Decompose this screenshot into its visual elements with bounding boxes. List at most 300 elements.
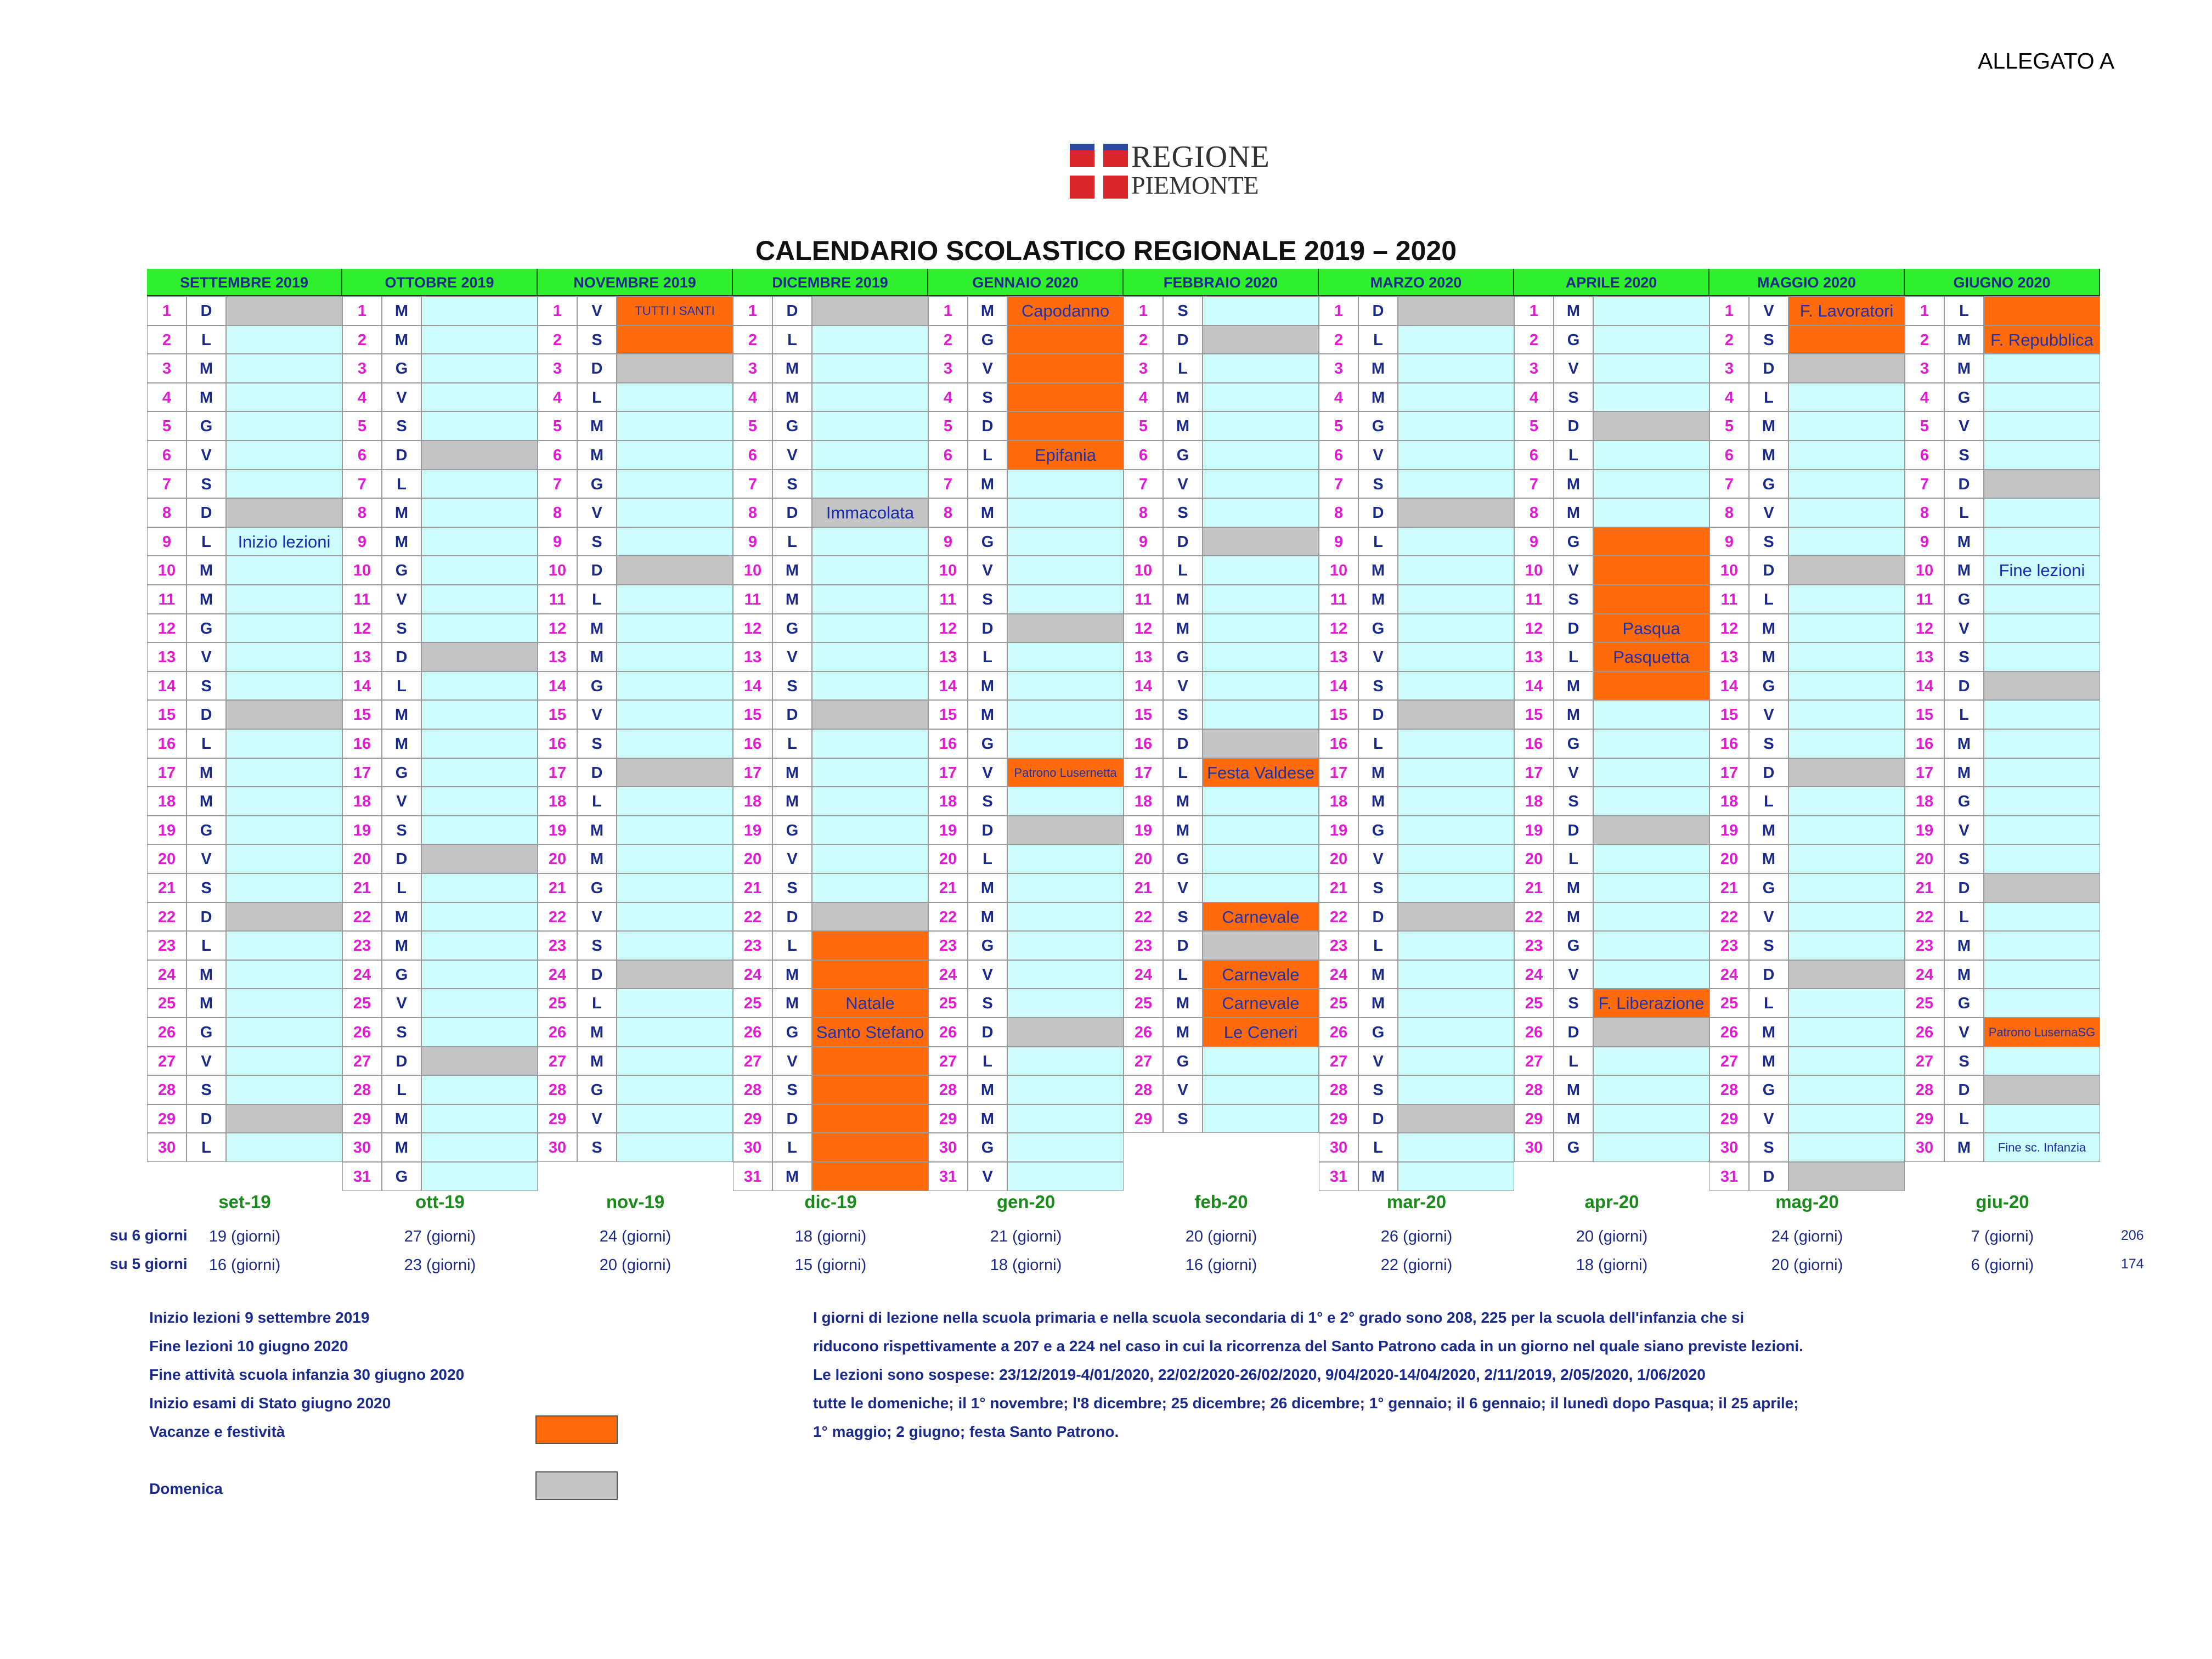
day-row (1905, 470, 2100, 499)
day-number: 3 (1905, 354, 1944, 383)
day-number: 22 (1709, 902, 1749, 932)
info-p3: Le lezioni sono sospese: 23/12/2019-4/01/2020, 22/02/2020-26/02/2020, 9/04/2020-14/04/2020, 2/11/2019, 2/05/2020, 1/06/2020 (813, 1366, 1706, 1383)
day-row (342, 1075, 538, 1104)
day-row (1514, 873, 1709, 902)
weekday-letter: D (772, 498, 812, 527)
day-number: 8 (1709, 498, 1749, 527)
day-number: 18 (733, 787, 772, 816)
day-note (1984, 989, 2100, 1018)
weekday-letter: M (1358, 585, 1398, 614)
weekday-letter: M (1554, 1104, 1593, 1133)
month-short-label: feb-20 (1194, 1192, 1248, 1212)
weekday-letter: V (1163, 1075, 1203, 1104)
day-row (1905, 441, 2100, 470)
day-number: 29 (928, 1104, 968, 1133)
day-note (1984, 383, 2100, 412)
day-note (1788, 354, 1905, 383)
day-number: 27 (1514, 1047, 1554, 1076)
weekday-letter: L (1749, 787, 1788, 816)
day-number: 12 (1514, 614, 1554, 643)
day-note (1007, 960, 1124, 989)
day-note (1593, 1133, 1709, 1162)
day-note (421, 873, 538, 902)
day-note (617, 758, 733, 787)
day-note (617, 931, 733, 960)
day-row (1709, 614, 1905, 643)
weekday-letter: D (772, 902, 812, 932)
day-number: 27 (342, 1047, 382, 1076)
day-row (342, 816, 538, 845)
weekday-letter: V (1554, 960, 1593, 989)
day-note (1984, 844, 2100, 873)
day-note (1788, 556, 1905, 585)
day-note (1788, 1018, 1905, 1047)
day-note (812, 816, 928, 845)
day-row (1514, 325, 1709, 354)
day-number: 12 (1709, 614, 1749, 643)
day-note: F. Repubblica (1984, 325, 2100, 354)
day-number: 25 (928, 989, 968, 1018)
day-row (1514, 672, 1709, 701)
day-number: 1 (733, 296, 772, 325)
day-row (147, 758, 342, 787)
day-note (1984, 1047, 2100, 1076)
day-row (1514, 1104, 1709, 1133)
day-number: 31 (928, 1162, 968, 1191)
day-note (1398, 354, 1514, 383)
day-row (1319, 1162, 1514, 1191)
month-header: GIUGNO 2020 (1905, 269, 2100, 296)
day-number: 6 (1124, 441, 1163, 470)
day-row (342, 844, 538, 873)
day-row (147, 960, 342, 989)
month-column (538, 269, 733, 1199)
day-number: 18 (1319, 787, 1358, 816)
day-row (928, 816, 1124, 845)
weekday-letter: S (1358, 470, 1398, 499)
day-number: 15 (1905, 700, 1944, 729)
weekday-letter: S (772, 470, 812, 499)
day-row (342, 672, 538, 701)
day-note (812, 614, 928, 643)
weekday-letter: V (1749, 700, 1788, 729)
day-row (538, 1047, 733, 1076)
weekday-letter: S (1554, 787, 1593, 816)
day-number: 16 (1514, 729, 1554, 758)
weekday-letter: S (1163, 1104, 1203, 1133)
day-row (928, 1133, 1124, 1162)
day-note (1007, 325, 1124, 354)
day-number: 15 (1709, 700, 1749, 729)
day-row (1124, 556, 1319, 585)
day-number: 24 (538, 960, 577, 989)
day-row (1124, 989, 1319, 1018)
weekday-letter: M (1749, 441, 1788, 470)
weekday-letter: M (1163, 1018, 1203, 1047)
day-number: 17 (1319, 758, 1358, 787)
weekday-letter: S (187, 470, 226, 499)
day-row (342, 354, 538, 383)
weekday-letter: V (1554, 556, 1593, 585)
day-row (1905, 383, 2100, 412)
day-row (342, 325, 538, 354)
day-row (1514, 960, 1709, 989)
day-row (538, 614, 733, 643)
weekday-letter: M (1944, 1133, 1984, 1162)
day-note (1398, 585, 1514, 614)
day-note (1203, 1075, 1319, 1104)
weekday-letter: D (577, 758, 617, 787)
weekday-letter: V (1944, 816, 1984, 845)
day-note (1398, 383, 1514, 412)
day-note (1007, 989, 1124, 1018)
month-column (1124, 269, 1319, 1199)
month-column (342, 269, 538, 1199)
day-note: Carnevale (1203, 902, 1319, 932)
day-number: 29 (342, 1104, 382, 1133)
legend-fine: Fine lezioni 10 giugno 2020 (149, 1338, 348, 1355)
day-number: 14 (147, 672, 187, 701)
month-column (928, 269, 1124, 1199)
day-note (226, 1133, 342, 1162)
day-row (1514, 787, 1709, 816)
weekday-letter: M (577, 844, 617, 873)
day-row (733, 1075, 928, 1104)
weekday-letter: M (1163, 383, 1203, 412)
day-note (1788, 527, 1905, 556)
day-number: 25 (1905, 989, 1944, 1018)
weekday-letter: G (1944, 787, 1984, 816)
count-5-days: 16 (giorni) (1185, 1256, 1257, 1274)
day-note (1788, 1047, 1905, 1076)
day-number: 25 (1709, 989, 1749, 1018)
day-row (538, 441, 733, 470)
day-row (1905, 729, 2100, 758)
day-row (1514, 1133, 1709, 1162)
day-number: 10 (1709, 556, 1749, 585)
day-number: 2 (928, 325, 968, 354)
day-number: 24 (1514, 960, 1554, 989)
day-number: 18 (1514, 787, 1554, 816)
day-number: 25 (342, 989, 382, 1018)
day-number: 18 (1905, 787, 1944, 816)
day-row (1319, 411, 1514, 441)
day-number: 28 (1124, 1075, 1163, 1104)
day-note (617, 354, 733, 383)
day-note (812, 729, 928, 758)
day-row (538, 989, 733, 1018)
day-number: 30 (1709, 1133, 1749, 1162)
day-number: 26 (538, 1018, 577, 1047)
day-row (1514, 470, 1709, 499)
weekday-letter: M (1554, 700, 1593, 729)
day-number: 7 (928, 470, 968, 499)
day-note (812, 787, 928, 816)
day-row (1709, 1162, 1905, 1191)
weekday-letter: D (1944, 873, 1984, 902)
day-row (1319, 1104, 1514, 1133)
day-row (1905, 527, 2100, 556)
month-header: SETTEMBRE 2019 (147, 269, 342, 296)
day-row (1709, 729, 1905, 758)
day-number: 27 (538, 1047, 577, 1076)
weekday-letter: G (1749, 470, 1788, 499)
day-row (1319, 556, 1514, 585)
day-row (928, 325, 1124, 354)
day-row (538, 1133, 733, 1162)
day-row (1319, 960, 1514, 989)
weekday-letter: S (1749, 931, 1788, 960)
day-note (812, 758, 928, 787)
day-row (1709, 960, 1905, 989)
weekday-letter: V (382, 585, 421, 614)
day-row (147, 672, 342, 701)
day-note (226, 1104, 342, 1133)
day-note (1788, 441, 1905, 470)
day-row (342, 411, 538, 441)
day-number: 13 (1709, 642, 1749, 672)
day-note (812, 585, 928, 614)
weekday-letter: S (1358, 873, 1398, 902)
day-note (1007, 642, 1124, 672)
weekday-letter: V (772, 642, 812, 672)
day-row (1124, 931, 1319, 960)
day-row (1709, 441, 1905, 470)
day-note (226, 585, 342, 614)
day-number: 2 (342, 325, 382, 354)
day-note (617, 614, 733, 643)
day-note (617, 1104, 733, 1133)
day-note (1203, 1104, 1319, 1133)
day-number: 23 (342, 931, 382, 960)
day-note (1203, 642, 1319, 672)
day-number: 11 (928, 585, 968, 614)
day-note (1398, 672, 1514, 701)
day-number: 7 (1514, 470, 1554, 499)
day-note (1398, 787, 1514, 816)
day-note (617, 527, 733, 556)
day-row (147, 1075, 342, 1104)
weekday-letter: G (772, 1018, 812, 1047)
day-row (1709, 411, 1905, 441)
day-number: 29 (733, 1104, 772, 1133)
month-short-label: mar-20 (1386, 1192, 1447, 1212)
day-note (1398, 1162, 1514, 1191)
day-row (1709, 1104, 1905, 1133)
weekday-letter: M (1749, 816, 1788, 845)
day-row (147, 729, 342, 758)
day-row (1124, 960, 1319, 989)
day-row (538, 296, 733, 325)
day-row (928, 527, 1124, 556)
day-row (928, 642, 1124, 672)
day-note (1593, 960, 1709, 989)
day-note (1984, 672, 2100, 701)
day-note (1203, 931, 1319, 960)
weekday-letter: M (1358, 556, 1398, 585)
weekday-letter: V (1358, 1047, 1398, 1076)
weekday-letter: D (968, 816, 1007, 845)
day-row (147, 556, 342, 585)
weekday-letter: D (772, 700, 812, 729)
day-number: 28 (1514, 1075, 1554, 1104)
day-number: 19 (928, 816, 968, 845)
weekday-letter: M (187, 758, 226, 787)
weekday-letter: S (577, 1133, 617, 1162)
day-number: 5 (1905, 411, 1944, 441)
day-note (1398, 960, 1514, 989)
day-note (1398, 614, 1514, 643)
day-row (1905, 902, 2100, 932)
day-row (1709, 354, 1905, 383)
count-5-days: 15 (giorni) (794, 1256, 867, 1274)
day-note (1398, 1018, 1514, 1047)
month-short-label: dic-19 (804, 1192, 857, 1212)
day-number: 10 (538, 556, 577, 585)
day-row (1905, 758, 2100, 787)
day-number: 29 (1709, 1104, 1749, 1133)
day-note (1788, 960, 1905, 989)
weekday-letter: M (1749, 642, 1788, 672)
day-row (342, 873, 538, 902)
info-p5: 1° maggio; 2 giugno; festa Santo Patrono. (813, 1423, 1119, 1440)
day-note (421, 729, 538, 758)
day-number: 26 (928, 1018, 968, 1047)
day-row (733, 1133, 928, 1162)
day-number: 19 (1124, 816, 1163, 845)
day-row (1905, 1047, 2100, 1076)
count-6-days: 19 (giorni) (208, 1228, 281, 1245)
day-note (812, 1162, 928, 1191)
day-row (147, 614, 342, 643)
day-number: 30 (928, 1133, 968, 1162)
day-row (342, 960, 538, 989)
day-row (538, 470, 733, 499)
day-note (1203, 411, 1319, 441)
day-number: 29 (538, 1104, 577, 1133)
weekday-letter: G (1163, 844, 1203, 873)
day-note (1593, 758, 1709, 787)
count-5-days: 16 (giorni) (208, 1256, 281, 1274)
weekday-letter: M (187, 556, 226, 585)
day-note (1593, 931, 1709, 960)
day-row (1905, 931, 2100, 960)
day-row (1905, 989, 2100, 1018)
weekday-letter: D (1749, 556, 1788, 585)
day-note: Pasquetta (1593, 642, 1709, 672)
day-row (928, 844, 1124, 873)
weekday-letter: V (968, 354, 1007, 383)
day-number: 14 (733, 672, 772, 701)
day-number: 22 (733, 902, 772, 932)
day-note (421, 672, 538, 701)
day-note (1593, 556, 1709, 585)
day-note (421, 441, 538, 470)
day-number: 7 (1905, 470, 1944, 499)
day-row (147, 844, 342, 873)
day-number: 20 (1514, 844, 1554, 873)
day-row (1319, 672, 1514, 701)
day-row (1905, 556, 2100, 585)
day-row (733, 729, 928, 758)
day-number: 1 (342, 296, 382, 325)
day-note (421, 642, 538, 672)
day-row (538, 354, 733, 383)
weekday-letter: V (1554, 758, 1593, 787)
weekday-letter: S (1944, 844, 1984, 873)
day-number: 12 (1319, 614, 1358, 643)
day-row (1514, 614, 1709, 643)
day-row (1514, 729, 1709, 758)
day-note (421, 354, 538, 383)
weekday-letter: G (382, 556, 421, 585)
weekday-letter: M (1749, 411, 1788, 441)
day-number: 1 (1709, 296, 1749, 325)
day-number: 13 (538, 642, 577, 672)
day-row (1709, 758, 1905, 787)
day-number: 5 (733, 411, 772, 441)
weekday-letter: G (1358, 1018, 1398, 1047)
day-note (226, 441, 342, 470)
day-note (617, 902, 733, 932)
weekday-letter: M (577, 614, 617, 643)
day-number: 10 (1514, 556, 1554, 585)
day-row (1514, 642, 1709, 672)
day-note (812, 1133, 928, 1162)
day-row (1124, 383, 1319, 412)
day-number: 3 (538, 354, 577, 383)
day-note (617, 672, 733, 701)
day-number: 10 (1319, 556, 1358, 585)
day-number: 19 (1709, 816, 1749, 845)
day-number: 16 (733, 729, 772, 758)
weekday-letter: G (968, 931, 1007, 960)
month-short-label: mag-20 (1775, 1192, 1839, 1212)
info-p1: I giorni di lezione nella scuola primaria e nella scuola secondaria di 1° e 2° grado sono 208, 225 per la scuola dell'infanzia che si (813, 1309, 1745, 1326)
day-row (342, 989, 538, 1018)
month-header: MAGGIO 2020 (1709, 269, 1905, 296)
weekday-letter: G (577, 672, 617, 701)
day-row (342, 700, 538, 729)
weekday-letter: V (1944, 614, 1984, 643)
day-number: 12 (147, 614, 187, 643)
day-row (147, 931, 342, 960)
day-row (1514, 498, 1709, 527)
day-note (1788, 585, 1905, 614)
day-row (1514, 844, 1709, 873)
day-note (1984, 441, 2100, 470)
day-note (1007, 931, 1124, 960)
day-number: 23 (1124, 931, 1163, 960)
day-number: 25 (1319, 989, 1358, 1018)
day-row (928, 556, 1124, 585)
day-number: 3 (928, 354, 968, 383)
weekday-letter: G (968, 729, 1007, 758)
day-number: 14 (1514, 672, 1554, 701)
day-note (1398, 729, 1514, 758)
day-number: 18 (1709, 787, 1749, 816)
weekday-letter: D (1944, 470, 1984, 499)
weekday-letter: M (382, 527, 421, 556)
count-6-days: 27 (giorni) (404, 1228, 476, 1245)
day-number: 10 (147, 556, 187, 585)
day-number: 30 (147, 1133, 187, 1162)
day-row (538, 498, 733, 527)
day-row (733, 527, 928, 556)
weekday-letter: D (1163, 931, 1203, 960)
day-number: 5 (147, 411, 187, 441)
count-6-days: 26 (giorni) (1380, 1228, 1453, 1245)
